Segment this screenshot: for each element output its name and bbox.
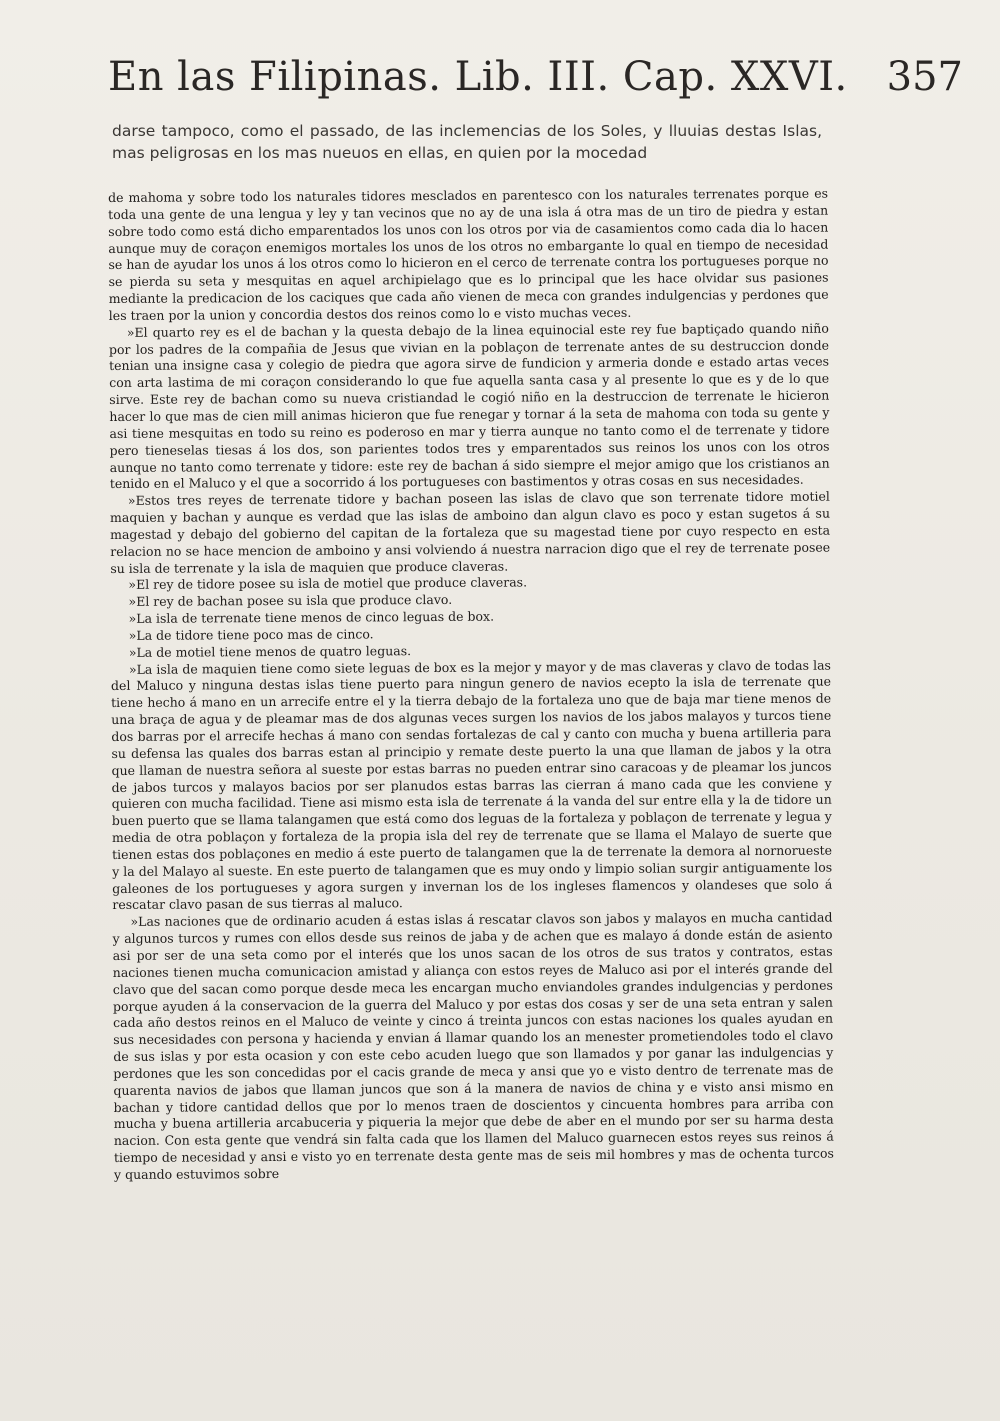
paragraph: »La de motiel tiene menos de quatro leguas. [128,642,412,660]
continuation-block [112,120,822,164]
running-head [108,54,963,114]
paragraph: »El rey de tidore posee su isla de motiel que produce claveras. [128,574,528,593]
continuation-paragraph: darse tampoco, como el passado, de las inclemencias de los Soles, y lluuias destas Islas, mas peligrosas en los mas nueuos en ellas, en quien por la mocedad [112,122,822,162]
paragraph: »La de tidore tiene poco mas de cinco. [128,626,374,643]
paragraph: »La isla de maquien tiene como siete leguas de box es la mejor y mayor y de mas claveras y clavo de todas las del Maluco y ninguna destas islas tiene puerto para ningun genero de navios ecepto la isla de terrenate que tiene hecho á mano en un arrecife entre el y la tierra debajo de la fortaleza uno que de baja mar tiene menos de una braça de agua y de pleamar mas de dos algunas veces surgen los navios de los jabos malayos y turcos tiene dos barras por el arrecife hechas á mano con sendas fortalezas de cal y canto con mucha y buena artilleria para su defensa las quales dos barras estan al principio y remate deste puerto la una que llaman de jabos y la otra que llaman de nuestra señora al sueste por estas barras no pueden entrar sino caracoas y de pleamar los juncos de jabos turcos y malayos bacios por ser planudos estas barras las cierran á mano cada que les conviene y quieren con mucha facilidad. Tiene asi mismo esta isla de terrenate á la vanda del sur entre ella y la de tidore un buen puerto que se llama talangamen que está como dos leguas de la fortaleza y poblaçon de terrenate y legua y media de otra poblaçon y fortaleza de la propia isla del rey de terrenate que se llama el Malayo de suerte que tienen estas dos poblaçones en medio á este puerto de talangamen que la de terrenate la demora al nornorueste y la del Malayo al sueste. En este puerto de talangamen que es muy ondo y limpio solian surgir antiguamente los galeones de los portugueses y agora surgen y invernan los de los ingleses flamencos y olandeses que solo á rescatar clavo pasan de sus tierras al maluco. [110,657,833,913]
paragraph: »La isla de terrenate tiene menos de cinco leguas de box. [128,608,495,626]
paragraph: »Las naciones que de ordinario acuden á estas islas á rescatar clavos son jabos y malayos en mucha cantidad y algunos turcos y rumes con ellos desde sus reinos de jaba y de achen que es malayo á donde están de asiento asi por ser de una seta como por el interés que los unos sacan de los otros de sus tratos y contratos, estas naciones tienen mucha comunicacion amistad y aliança con estos reyes de Maluco asi por el interés grande del clavo que del sacan como porque desde meca les encargan mucho enviandoles grandes indulgencias y perdones porque ayuden á la conservacion de la guerra del Maluco y por estas dos cosas y ser de una seta entran y salen cada año destos reinos en el Maluco de veinte y cinco á treinta juncos con estas naciones los quales ayudan en sus necesidades con persona y hacienda y envian á llamar quando los an menester prometiendoles todo el clavo de sus islas y por esta ocasion y con este cebo acuden luego que son llamados y por ganar las indulgencias y perdones que les son concedidas por el cacis grande de meca y ansi que yo e visto dentro de terrenate mas de quarenta navios de jabos que llaman juncos que son á la manera de navios de china y e visto ansi mismo en bachan y tidore cantidad dellos que por lo menos traen de doscientos y cincuenta hombres para arriba con mucha y buena artilleria arcabuceria y piqueria la mejor que debe de aber en el mundo por ser su harma desta nacion. Con esta gente que vendrá sin falta cada que los llamen del Maluco guarnecen estos reyes sus reinos á tiempo de necesidad y ansi e visto yo en terrenate desta gente mas de seis mil hombres y mas de ochenta turcos y quando estuvimos sobre [112,909,834,1182]
paragraph: »El rey de bachan posee su isla que produce clavo. [128,592,453,610]
main-text-block [108,186,834,1184]
paragraph: de mahoma y sobre todo los naturales tidores mesclados en parentesco con los naturales terrenates porque es toda una gente de una lengua y ley y tan vecinos que no ay de una isla á otra mas de un tiro de piedra y estan sobre todo como está dicho emparentados los unos con los otros por via de casamientos como cada dia lo hacen aunque muy de coraçon enemigos mortales los unos de los otros no embargante lo qual en tiempo de necesidad se han de ayudar los unos á los otros como lo hicieron en el cerco de terrenate contra los portugueses porque no se pierda su seta y mesquitas en aquel archipielago que es lo principal que les hace olvidar sus pasiones mediante la predicacion de los caciques que cada año vienen de meca con grandes indulgencias y perdones que les traen por la union y concordia destos dos reinos como lo e visto muchas veces. [108,185,829,323]
paragraph: »Estos tres reyes de terrenate tidore y bachan poseen las islas de clavo que son terrenate tidore motiel maquien y bachan y aunque es verdad que las islas de amboino dan algun clavo es poco y estan sugetos á su magestad y debajo del gobierno del capitan de la fortaleza que su magestad tiene por cuyo respecto en esta relacion no se hace mencion de amboino y ansi volviendo á nuestra narracion digo que el rey de terrenate posee su isla de terrenate y la isla de maquien que produce claveras. [109,488,831,576]
paragraph: »El quarto rey es el de bachan y la questa debajo de la linea equinocial este rey fue baptiçado quando niño por los padres de la compañia de Jesus que vivian en la poblaçon de terrenate antes de su destruccion donde tenian una insigne casa y colegio de piedra que agora sirve de fundicion y armeria donde e estado artas veces con arta lastima de mi coraçon considerando lo que fue aquella santa casa y al presente lo que es y de lo que sirve. Este rey de bachan como su nueva cristiandad le cogió niño en la destruccion de terrenate le hicieron hacer lo que mas de cien mill animas hicieron que fue renegar y tornar á la seta de mahoma con toda su gente y asi tiene mesquitas en todo su reino es poderoso en mar y tierra aunque no tanto como el de terrenate y tidore pero tieneselas tiesas á los dos, son parientes todos tres y emparentados sus reinos los unos con los otros aunque no tanto como terrenate y tidore: este rey de bachan á sido siempre el mejor amigo que los cristianos an tenido en el Maluco y el que a socorrido á los portugueses con bastimentos y otras cosas en sus necesidades. [108,320,830,492]
running-title: En las Filipinas. Lib. III. Cap. XXVI. [108,54,848,100]
page-number: 357 [886,54,963,100]
